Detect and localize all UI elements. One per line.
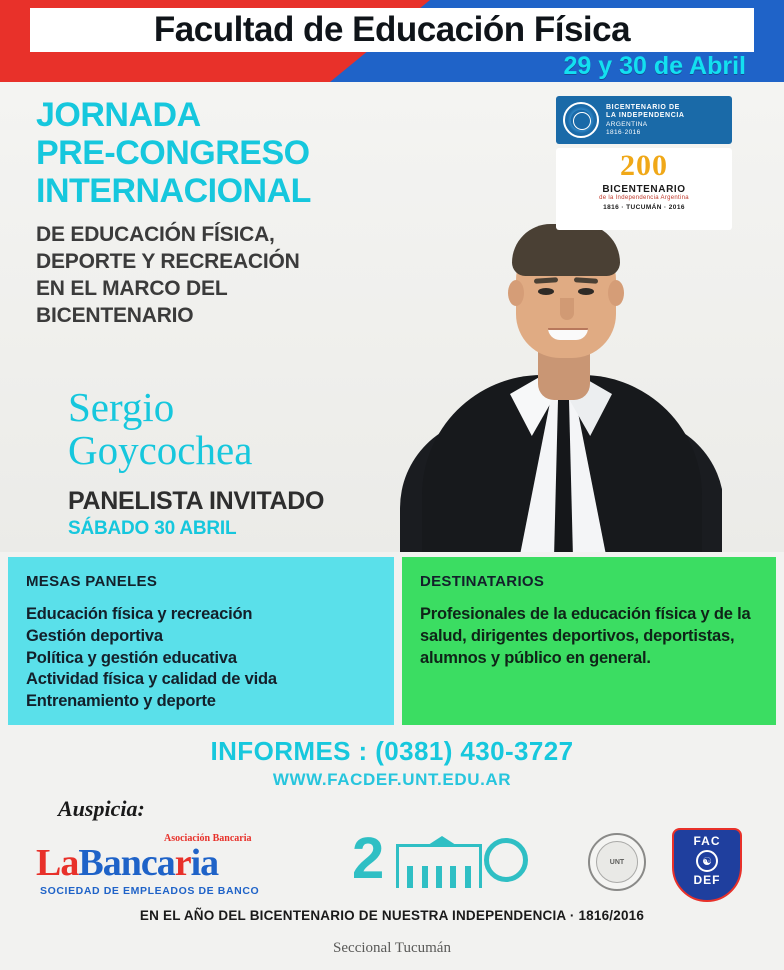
contact-website[interactable]: WWW.FACDEF.UNT.EDU.AR	[272, 770, 512, 789]
bicentenario-200-logo-outline	[352, 826, 540, 896]
contact-phone: INFORMES : (0381) 430-3727	[210, 736, 574, 766]
casa-de-tucuman-icon	[396, 844, 482, 888]
audience-box	[402, 557, 776, 725]
subheadline-line-2: DEPORTE Y RECREACIÓN	[36, 249, 300, 273]
list-item: Educación física y recreación	[26, 605, 253, 623]
speaker-name	[68, 386, 448, 473]
audience-text: Profesionales de la educación física y de la salud, dirigentes deportivos, deportistas, alumnos y público en general.	[420, 605, 751, 667]
list-item: Gestión deportiva	[26, 626, 163, 645]
bicentenario-logo-line-1: BICENTENARIO DE	[606, 103, 680, 111]
la-bancaria-banca: Banca	[78, 842, 175, 884]
bicentenario-200-years: 1816 · TUCUMÁN · 2016	[603, 204, 685, 211]
la-bancaria-la: La	[36, 842, 79, 884]
unt-seal-logo	[588, 833, 646, 891]
speaker-role: PANELISTA INVITADO	[68, 487, 325, 515]
column-icon	[407, 866, 413, 888]
photo-ear-left	[508, 280, 524, 306]
la-bancaria-ia: ia	[190, 842, 219, 884]
bicentenario-200-title: BICENTENARIO	[602, 184, 686, 195]
headline-line-1: JORNADA	[36, 96, 201, 134]
subheadline-line-4: BICENTENARIO	[36, 303, 194, 327]
column-icon	[436, 866, 442, 888]
column-icon	[450, 866, 456, 888]
bicentenario-logo	[556, 96, 732, 144]
bicentenario-logo-line-2: LA INDEPENDENCIA	[606, 112, 685, 120]
headline-line-3: INTERNACIONAL	[36, 172, 311, 211]
photo-mouth	[548, 328, 588, 340]
bicentenario-200-subtitle: de la Independencia Argentina	[599, 195, 689, 201]
speaker-last-name: Goycochea	[68, 427, 253, 474]
unt-seal-label: UNT	[596, 841, 638, 883]
list-item: Actividad física y calidad de vida	[26, 670, 277, 689]
list-item: Entrenamiento y deporte	[26, 692, 216, 711]
bicentenario-tucuman-logo	[556, 148, 732, 230]
torch-icon: ☯	[696, 850, 718, 872]
sun-of-may-icon	[563, 102, 599, 138]
bicentenario-logo-text	[606, 104, 685, 137]
bicentenario-logo-line-4: 1816·2016	[606, 128, 641, 136]
page-title: Facultad de Educación Física	[153, 10, 631, 49]
logo200-zero-ring	[484, 838, 528, 882]
photo-eye-left	[538, 288, 554, 295]
footer-seccional: Seccional Tucumán	[333, 940, 451, 956]
subheadline-line-3: EN EL MARCO DEL	[36, 276, 228, 300]
photo-eye-right	[578, 288, 594, 295]
photo-hair	[512, 224, 620, 276]
speaker-photo	[392, 180, 722, 552]
la-bancaria-logo	[36, 833, 336, 895]
list-item: Política y gestión educativa	[26, 648, 237, 667]
headline-line-2: PRE-CONGRESO	[36, 134, 310, 173]
panels-box	[8, 557, 394, 725]
la-bancaria-subtitle: SOCIEDAD DE EMPLEADOS DE BANCO	[40, 885, 260, 897]
column-icon	[422, 866, 428, 888]
speaker-day: SÁBADO 30 ABRIL	[68, 518, 237, 539]
column-icon	[465, 866, 471, 888]
sponsors-label: Auspicia:	[58, 796, 145, 821]
panels-title: MESAS PANELES	[26, 573, 158, 590]
photo-ear-right	[608, 280, 624, 306]
event-dates: 29 y 30 de Abril	[563, 52, 746, 80]
la-bancaria-association: Asociación Bancaria	[164, 833, 252, 844]
facdef-bottom-label: DEF	[693, 873, 721, 887]
bicentenario-logo-line-3: ARGENTINA	[606, 120, 648, 128]
panels-list	[26, 604, 376, 713]
subheadline-line-1: DE EDUCACIÓN FÍSICA,	[36, 223, 275, 246]
facdef-shield-logo	[672, 828, 742, 902]
audience-title: DESTINATARIOS	[420, 573, 545, 590]
logo200-two: 2	[352, 826, 385, 891]
footer-banner: EN EL AÑO DEL BICENTENARIO DE NUESTRA INDEPENDENCIA · 1816/2016	[139, 908, 645, 923]
speaker-first-name: Sergio	[68, 384, 175, 430]
facdef-top-label: FAC	[693, 834, 721, 848]
bicentenario-200-number: 200	[620, 149, 668, 182]
la-bancaria-r: r	[174, 842, 191, 884]
photo-nose	[560, 298, 574, 320]
la-bancaria-name	[36, 841, 218, 885]
